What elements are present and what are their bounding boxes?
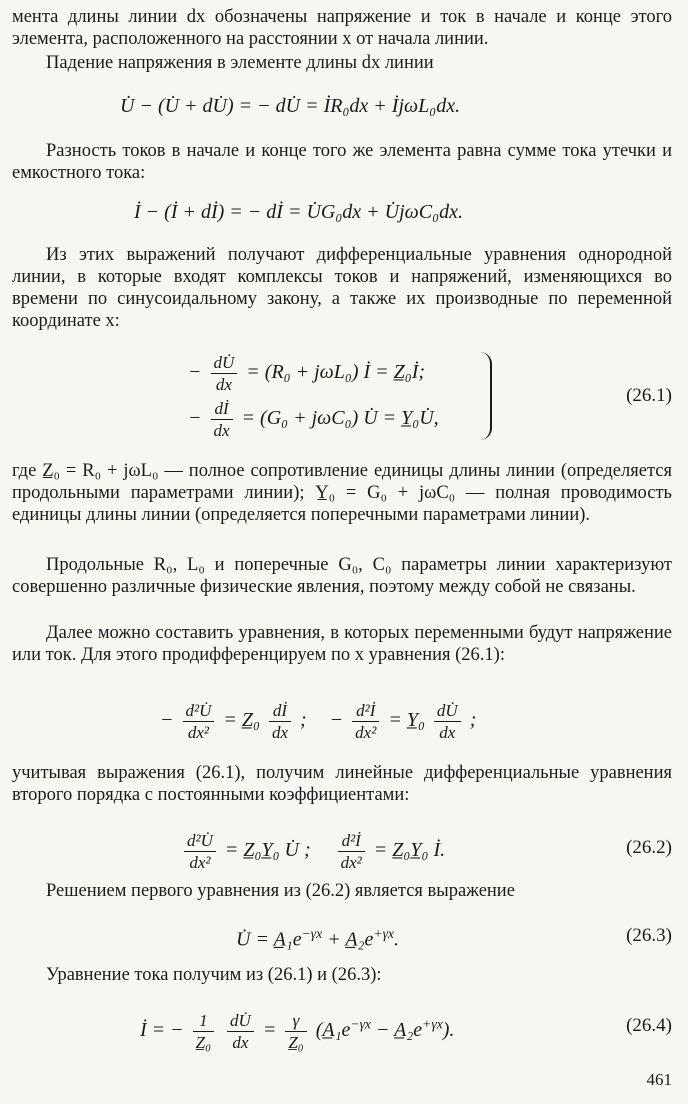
equation-number-26-3: (26.3) <box>626 925 672 946</box>
equation-26-4 <box>140 1010 454 1053</box>
eq-sign: − <box>188 361 202 384</box>
fraction <box>184 830 216 873</box>
equation-second-derivatives <box>160 700 476 743</box>
equation-number-26-4: (26.4) <box>626 1015 672 1036</box>
numerator: d²U̇ <box>184 830 216 852</box>
paragraph-differential-equations: Из этих выражений получают дифференциальные уравнения однородной линии, в которые входят комплексы токов и напряжений, изменяющихся во времени по синусоидальному закону, а также их производные по переменной координате x: <box>12 245 672 331</box>
numerator: dİ <box>269 700 291 722</box>
denominator: dx <box>271 723 288 742</box>
equation-number-26-1: (26.1) <box>626 385 672 406</box>
eq-rhs: = (G₀ + jωC₀) U̇ = Y̲₀U̇, <box>241 407 439 430</box>
exponent: +γx <box>422 1016 443 1032</box>
fraction <box>338 830 365 873</box>
eq-paren-close: ). <box>442 1019 455 1042</box>
fraction <box>183 700 215 743</box>
paragraph-impedance-definition: где Z̲₀ = R₀ + jωL₀ — полное сопротивление единицы длины линии (определяется продольными параметрами линии); Y̲₀ = G₀ + jωC₀ — полная проводимость единицы длины линии (определяется поперечными параметрами линии). <box>12 461 672 525</box>
fraction <box>227 1010 254 1053</box>
denominator: dx² <box>187 723 210 742</box>
eq-mid: = Y̲₀ <box>388 709 425 732</box>
denominator: dx² <box>189 853 211 872</box>
eq-rhs: = Z̲₀Y̲₀ U̇ ; <box>224 839 311 862</box>
numerator: 1 <box>193 1010 214 1032</box>
numerator: d²İ <box>338 830 365 852</box>
numerator: dU̇ <box>434 700 461 722</box>
numerator: dİ <box>211 398 233 420</box>
paragraph-voltage-drop: Падение напряжения в элементе длины dx линии <box>46 53 434 73</box>
eq-mid: + A̲₂e <box>322 928 374 951</box>
equation-26-3 <box>236 922 399 952</box>
paragraph-current-equation: Уравнение тока получим из (26.1) и (26.3): <box>46 965 382 985</box>
eq-separator: ; <box>300 709 307 732</box>
denominator: dx <box>439 723 456 742</box>
fraction <box>193 1010 214 1053</box>
equation-current-difference: İ − (İ + dİ) = − dİ = U̇G₀dx + U̇jωC₀dx. <box>134 201 463 223</box>
eq-sign: − <box>160 709 174 732</box>
numerator: d²İ <box>352 700 379 722</box>
eq-rhs: = Z̲₀Y̲₀ İ. <box>373 839 446 862</box>
denominator: dx <box>213 421 230 440</box>
denominator: dx² <box>355 723 377 742</box>
eq-mid: = Z̲₀ <box>223 709 260 732</box>
denominator: dx <box>232 1033 249 1052</box>
exponent: +γx <box>373 926 394 941</box>
equation-voltage-drop: U̇ − (U̇ + dU̇) = − dU̇ = İR₀dx + İjωL₀dx. <box>120 95 461 117</box>
eq-lhs: U̇ = A̲₁e <box>236 928 302 951</box>
fraction <box>285 1010 306 1053</box>
denominator: Z̲₀ <box>288 1033 304 1052</box>
eq-end: . <box>393 928 399 951</box>
numerator: dU̇ <box>227 1010 254 1032</box>
fraction <box>352 700 379 743</box>
numerator: γ <box>285 1010 306 1032</box>
denominator: dx <box>215 375 232 394</box>
exponent: −γx <box>350 1016 371 1032</box>
paragraph-parameters: Продольные R₀, L₀ и поперечные G₀, C₀ параметры линии характеризуют совершенно различные физические явления, поэтому между собой не связаны. <box>12 555 672 597</box>
paragraph-differentiate: Далее можно составить уравнения, в которых переменными будут напряжение или ток. Для этого продифференцируем по x уравнения (26.1): <box>12 623 672 665</box>
equation-26-1-current <box>188 398 439 441</box>
paragraph-linear-equations: учитывая выражения (26.1), получим линейные дифференциальные уравнения второго порядка с постоянными коэффициентами: <box>12 763 672 805</box>
eq-sign: − <box>188 407 202 430</box>
equation-number-26-2: (26.2) <box>626 837 672 858</box>
equation-26-2 <box>180 830 445 873</box>
numerator: d²U̇ <box>183 700 215 722</box>
fraction <box>211 398 233 441</box>
eq-lhs: İ = − <box>140 1019 184 1042</box>
eq-paren-open: (A̲₁e <box>315 1019 351 1042</box>
eq-rhs: = (R₀ + jωL₀) İ = Z̲₀İ; <box>246 361 426 384</box>
page-number: 461 <box>646 1070 672 1089</box>
paragraph-solution: Решением первого уравнения из (26.2) является выражение <box>46 881 515 901</box>
fraction <box>211 352 238 395</box>
paragraph-current-difference: Разность токов в начале и конце того же элемента равна сумме тока утечки и емкостного тока: <box>12 141 672 183</box>
system-brace <box>478 352 492 440</box>
eq-equals: = <box>262 1019 277 1042</box>
equation-26-1-voltage <box>188 352 425 395</box>
fraction <box>434 700 461 743</box>
numerator: dU̇ <box>211 352 238 374</box>
eq-end: ; <box>469 709 477 732</box>
eq-minus: − A̲₂e <box>370 1019 423 1042</box>
eq-sign: − <box>329 709 344 732</box>
paragraph-intro: мента длины линии dx обозначены напряжение и ток в начале и конце этого элемента, расположенного на расстоянии x от начала линии. <box>12 7 672 49</box>
denominator: dx² <box>340 853 362 872</box>
fraction <box>269 700 291 743</box>
denominator: Z̲₀ <box>195 1033 212 1052</box>
exponent: −γx <box>301 926 323 941</box>
